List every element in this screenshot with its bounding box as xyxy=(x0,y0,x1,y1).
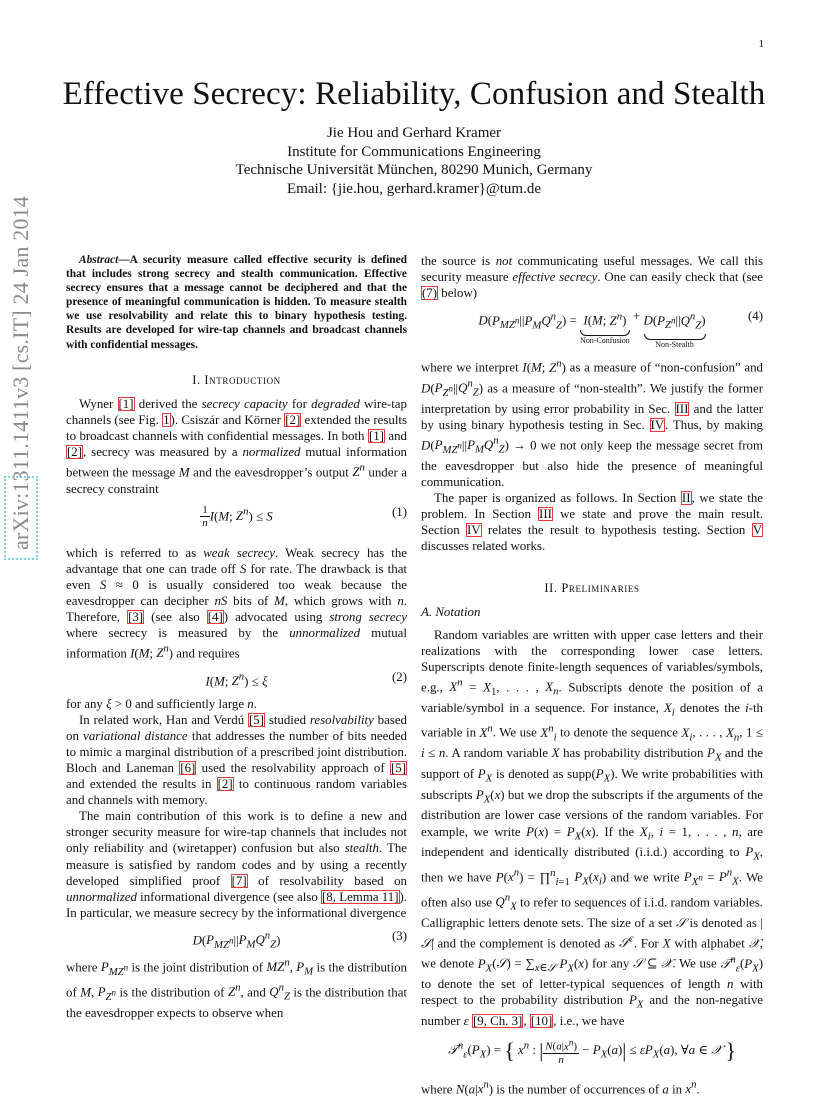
paragraph: The paper is organized as follows. In Section II, we state the problem. In Section III we state and prove the main result. Section IV relates the result to hypothesis testing. Section V discusses related works. xyxy=(421,490,764,554)
paragraph: Random variables are written with upper case letters and their realizations with the corresponding lower case letters. Superscripts denote finite-length sequences of variables/symbols, e.g., $X^n = X_1$, . . . , $X_n$. Subscripts denote the position of a variable/symbol in a sequence. For instance, $X_i$ denotes the i-th variable in $X^n$. We use $X^n_i$ to denote the sequence $X_i$, . . . , $X_n$, 1 ≤ i ≤ n. A random variable X has probability distribution $P_X$ and the support of $P_X$ is denoted as $supp(P_X)$. We write probabilities with subscripts $P_X(x)$ but we drop the subscripts if the arguments of the distribution are lower case versions of the random variables. For example, we write $P(x) = P_X(x)$. If the $X_i$, i = 1, . . . , n, are independent and identically distributed (i.i.d.) according to $P_X$, then we have $P(x^n)$ = ∏$^n_{i=1}$ $P_X(x_i)$ and we write $P_{X^n} = P^n_X$. We often also use $Q^n_X$ to refer to sequences of i.i.d. random variables. Calligraphic letters denote sets. The size of a set 𝒮 is denoted as |𝒮| and the complement is denoted as 𝒮$^c$. For X with alphabet 𝒳, we denote $P_X(𝒮) = \sum_{x\in 𝒮}$ $P_X(x)$ for any 𝒮 ⊆ 𝒳. We use $𝒯^n_\varepsilon(P_X)$ to denote the set of letter-typical sequences of length n with respect to the probability distribution $P_X$ and the non-negative number ε [9, Ch. 3], [10], i.e., we have xyxy=(421,627,764,1029)
author-email: Email: {jie.hou, gerhard.kramer}@tum.de xyxy=(287,180,541,197)
citation-link[interactable]: [6] xyxy=(180,760,196,775)
citation-link[interactable]: [5] xyxy=(248,712,265,727)
citation-link[interactable]: [7] xyxy=(231,873,247,888)
citation-link[interactable]: [10] xyxy=(530,1014,553,1029)
section-link[interactable]: III xyxy=(539,507,552,522)
section-heading-introduction: I. Introduction xyxy=(192,372,281,387)
equation-4: $D(P_{MZ^n}||P_MQ^n_Z) = I(M$; $Z^n$) Non-Confusion + $D(P_{Z^n}||Q^n_Z)$ Non-Stealth (4) xyxy=(478,309,763,350)
equation-number: (3) xyxy=(391,928,407,943)
citation-link[interactable]: [2] xyxy=(67,445,83,460)
paragraph: for any ξ > 0 and sufficiently large n. xyxy=(66,696,257,711)
paragraph: In related work, Han and Verdú [5] studied resolvability based on variational distance that addresses the number of bits needed to mimic a marginal distribution of a prescribed joint distribution. Bloch and Laneman [6] used the resolvability approach of [5] and extended the results in [2] to continuous random variables and channels with memory. xyxy=(66,712,407,808)
page-number: 1 xyxy=(758,38,764,50)
equation-typical-set: $𝒯^n_\varepsilon(P_X)$ = { $x^n$ : | $\frac{N(a|x^n)}{n} - P_X(a)| \le \varepsilon P_X(a)$, ∀a ∈ 𝒳 } xyxy=(447,1037,736,1066)
abstract-text: —A security measure called effective security is defined that includes strong secrecy and stealth communication. Effective secrecy ensures that a message cannot be deciphered and that the presence of meaningful communication is hidden. To measure stealth we use resolvability and relate this to binary hypothesis testing. Results are developed for wire-tap channels and broadcast channels with confidential messages. xyxy=(66,254,407,351)
citation-link[interactable]: [9, Ch. 3] xyxy=(472,1014,523,1029)
left-column xyxy=(66,253,407,1021)
author-institute: Institute for Communications Engineering xyxy=(287,143,541,160)
section-link[interactable]: III xyxy=(675,401,689,416)
section-heading-preliminaries: II. Preliminaries xyxy=(544,581,640,596)
section-link[interactable]: IV xyxy=(650,417,665,432)
citation-link[interactable]: [2] xyxy=(285,412,301,427)
equation-link[interactable]: (7) xyxy=(422,286,438,301)
citation-link[interactable]: [2] xyxy=(217,777,233,792)
figure-link[interactable]: 1 xyxy=(163,412,170,427)
section-link[interactable]: V xyxy=(752,523,762,538)
equation-1: $\frac{1}{n}I(M$; $Z^n) \le S$ (1) xyxy=(202,504,407,530)
abstract-label: Abstract xyxy=(79,254,119,266)
author-university: Technische Universität München, 80290 Munich, Germany xyxy=(235,162,593,178)
equation-2: I(M; $Z^n) \le \xi$ (2) xyxy=(205,669,407,688)
right-column xyxy=(421,253,763,1098)
author-names: Jie Hou and Gerhard Kramer xyxy=(326,125,502,141)
citation-link[interactable]: [8, Lemma 11] xyxy=(322,889,399,904)
brace-label: Non-Confusion xyxy=(580,335,630,345)
equation-number: (1) xyxy=(391,504,407,519)
arxiv-stamp[interactable]: arXiv:1311.1411v3 [cs.IT] 24 Jan 2014 xyxy=(4,476,38,560)
paragraph: The main contribution of this work is to define a new and stronger security measure for wire-tap channels that includes not only reliability and (wiretapper) confusion but also stealth. The measure is satisfied by random codes and by using a recently developed simplified proof [7] of resolvability based on unnormalized informational divergence (see also [8, Lemma 11]). In particular, we measure secrecy by the informational divergence xyxy=(66,809,408,920)
section-link[interactable]: II xyxy=(681,490,691,505)
paragraph: the source is not communicating useful messages. We call this security measure effective secrecy. One can easily check that (see (7) below) xyxy=(421,254,763,301)
equation-number: (4) xyxy=(747,309,763,324)
equation-3: $D(P_{MZ^n}||P_MQ^n_Z)$ (3) xyxy=(192,928,407,951)
paragraph: where we interpret I(M; $Z^n$) as a measure of “non-confusion” and $D(P_{Z^n}||Q^n_Z)$ as a measure of “non-stealth”. We justify the former interpretation by using error probability in Sec. III and the latter by using binary hypothesis testing in Sec. IV. Thus, by making $D(P_{MZ^n}||P_MQ^n_Z) \to 0$ we not only keep the message secret from the eavesdropper but also hide the presence of meaningful communication. xyxy=(421,357,764,489)
subsection-heading-notation: A. Notation xyxy=(421,605,481,620)
paragraph: Wyner [1] derived the secrecy capacity for degraded wire-tap channels (see Fig. 1). Csiszár and Körner [2] extended the results to broadcast channels with confidential messages. In both [1] and [2], secrecy was measured by a normalized mutual information between the message M and the eavesdropper’s output $Z^n$ under a secrecy constraint xyxy=(66,396,408,496)
paragraph: where $P_{MZ^n}$ is the joint distribution of $MZ^n$, $P_M$ is the distribution of M, $P_{Z^n}$ is the distribution of $Z^n$, and $Q^n_Z$ is the distribution that the eavesdropper expects to observe when xyxy=(66,956,407,1020)
citation-link[interactable]: [4] xyxy=(207,609,223,624)
brace-label: Non-Stealth xyxy=(655,340,694,350)
paper-title: Effective Secrecy: Reliability, Confusion and Stealth xyxy=(62,76,766,112)
author-block xyxy=(0,124,828,198)
section-link[interactable]: IV xyxy=(467,523,481,538)
citation-link[interactable]: [1] xyxy=(368,428,384,443)
abstract xyxy=(66,253,407,352)
equation-number: (2) xyxy=(391,669,407,684)
paragraph: which is referred to as weak secrecy. Weak secrecy has the advantage that one can trade off S for rate. The drawback is that even S ≈ 0 is usually considered too weak because the eavesdropper can decipher nS bits of M, which grows with n. Therefore, [3] (see also [4]) advocated using strong secrecy where secrecy is measured by the unnormalized mutual information I(M; $Z^n$) and requires xyxy=(66,545,408,661)
paragraph: where $N(a|x^n)$ is the number of occurrences of a in $x^n$. xyxy=(421,1079,700,1097)
citation-link[interactable]: [5] xyxy=(390,760,406,775)
citation-link[interactable]: [3] xyxy=(128,609,144,624)
citation-link[interactable]: [1] xyxy=(118,396,134,411)
